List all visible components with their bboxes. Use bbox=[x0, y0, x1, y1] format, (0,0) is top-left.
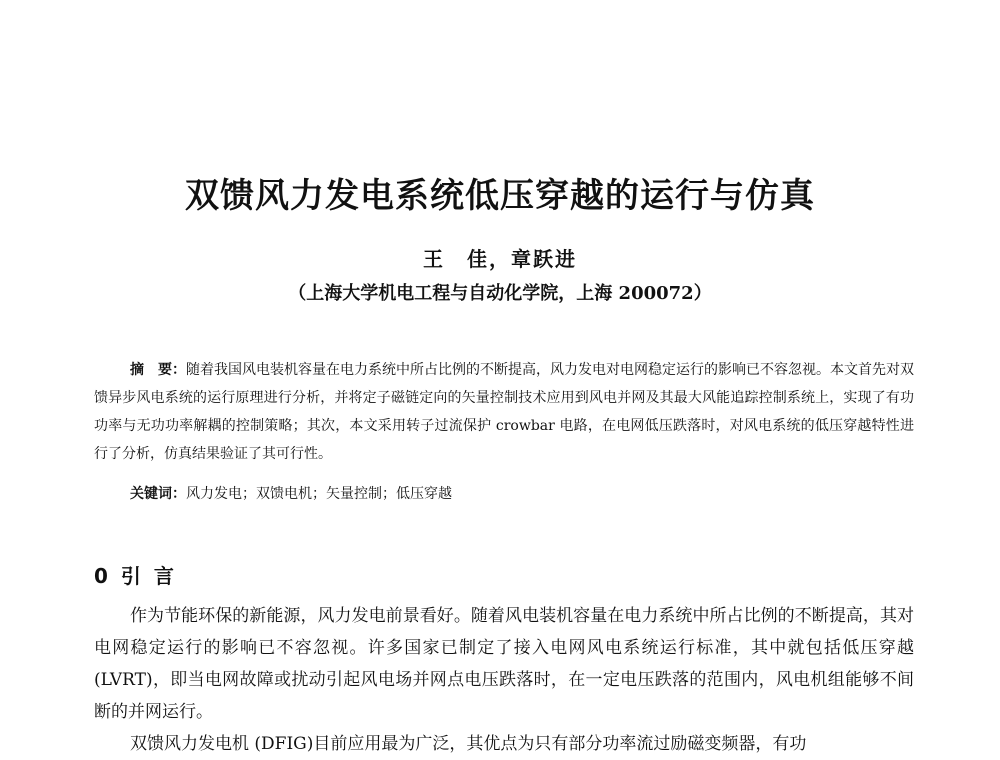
keywords-text: 风力发电；双馈电机；矢量控制；低压穿越 bbox=[186, 486, 452, 502]
keywords-line bbox=[130, 483, 452, 503]
body-paragraph-2: 双馈风力发电机 (DFIG)目前应用最为广泛，其优点为只有部分功率流过励磁变频器，有功 bbox=[130, 734, 807, 754]
paper-affiliation: （上海大学机电工程与自动化学院，上海 200072） bbox=[288, 283, 712, 304]
abstract-paragraph bbox=[94, 356, 914, 468]
body-text bbox=[94, 600, 914, 760]
paper-authors: 王 佳，章跃进 bbox=[423, 247, 577, 271]
abstract-block bbox=[94, 356, 914, 468]
abstract-text: 随着我国风电装机容量在电力系统中所占比例的不断提高，风力发电对电网稳定运行的影响已不容忽视。本文首先对双馈异步风电系统的运行原理进行分析，并将定子磁链定向的矢量控制技术应用到风电并网及其最大风能追踪控制系统上，实现了有功功率与无功功率解耦的控制策略；其次，本文采用转子过流保护 crowbar 电路，在电网低压跌落时，对风电系统的低压穿越特性进行了分析，仿真结果验证了其可行性。 bbox=[94, 362, 914, 462]
keywords-label: 关键词： bbox=[130, 486, 186, 502]
paper-title: 双馈风力发电系统低压穿越的运行与仿真 bbox=[185, 176, 815, 216]
section-heading-introduction: 0 引 言 bbox=[94, 564, 177, 588]
body-paragraph-1: 作为节能环保的新能源，风力发电前景看好。随着风电装机容量在电力系统中所占比例的不断提高，其对电网稳定运行的影响已不容忽视。许多国家已制定了接入电网风电系统运行标准，其中就包括低压穿越(LVRT)，即当电网故障或扰动引起风电场并网点电压跌落时，在一定电压跌落的范围内，风电机组能够不间断的并网运行。 bbox=[94, 606, 914, 722]
abstract-label: 摘 要： bbox=[130, 362, 186, 378]
